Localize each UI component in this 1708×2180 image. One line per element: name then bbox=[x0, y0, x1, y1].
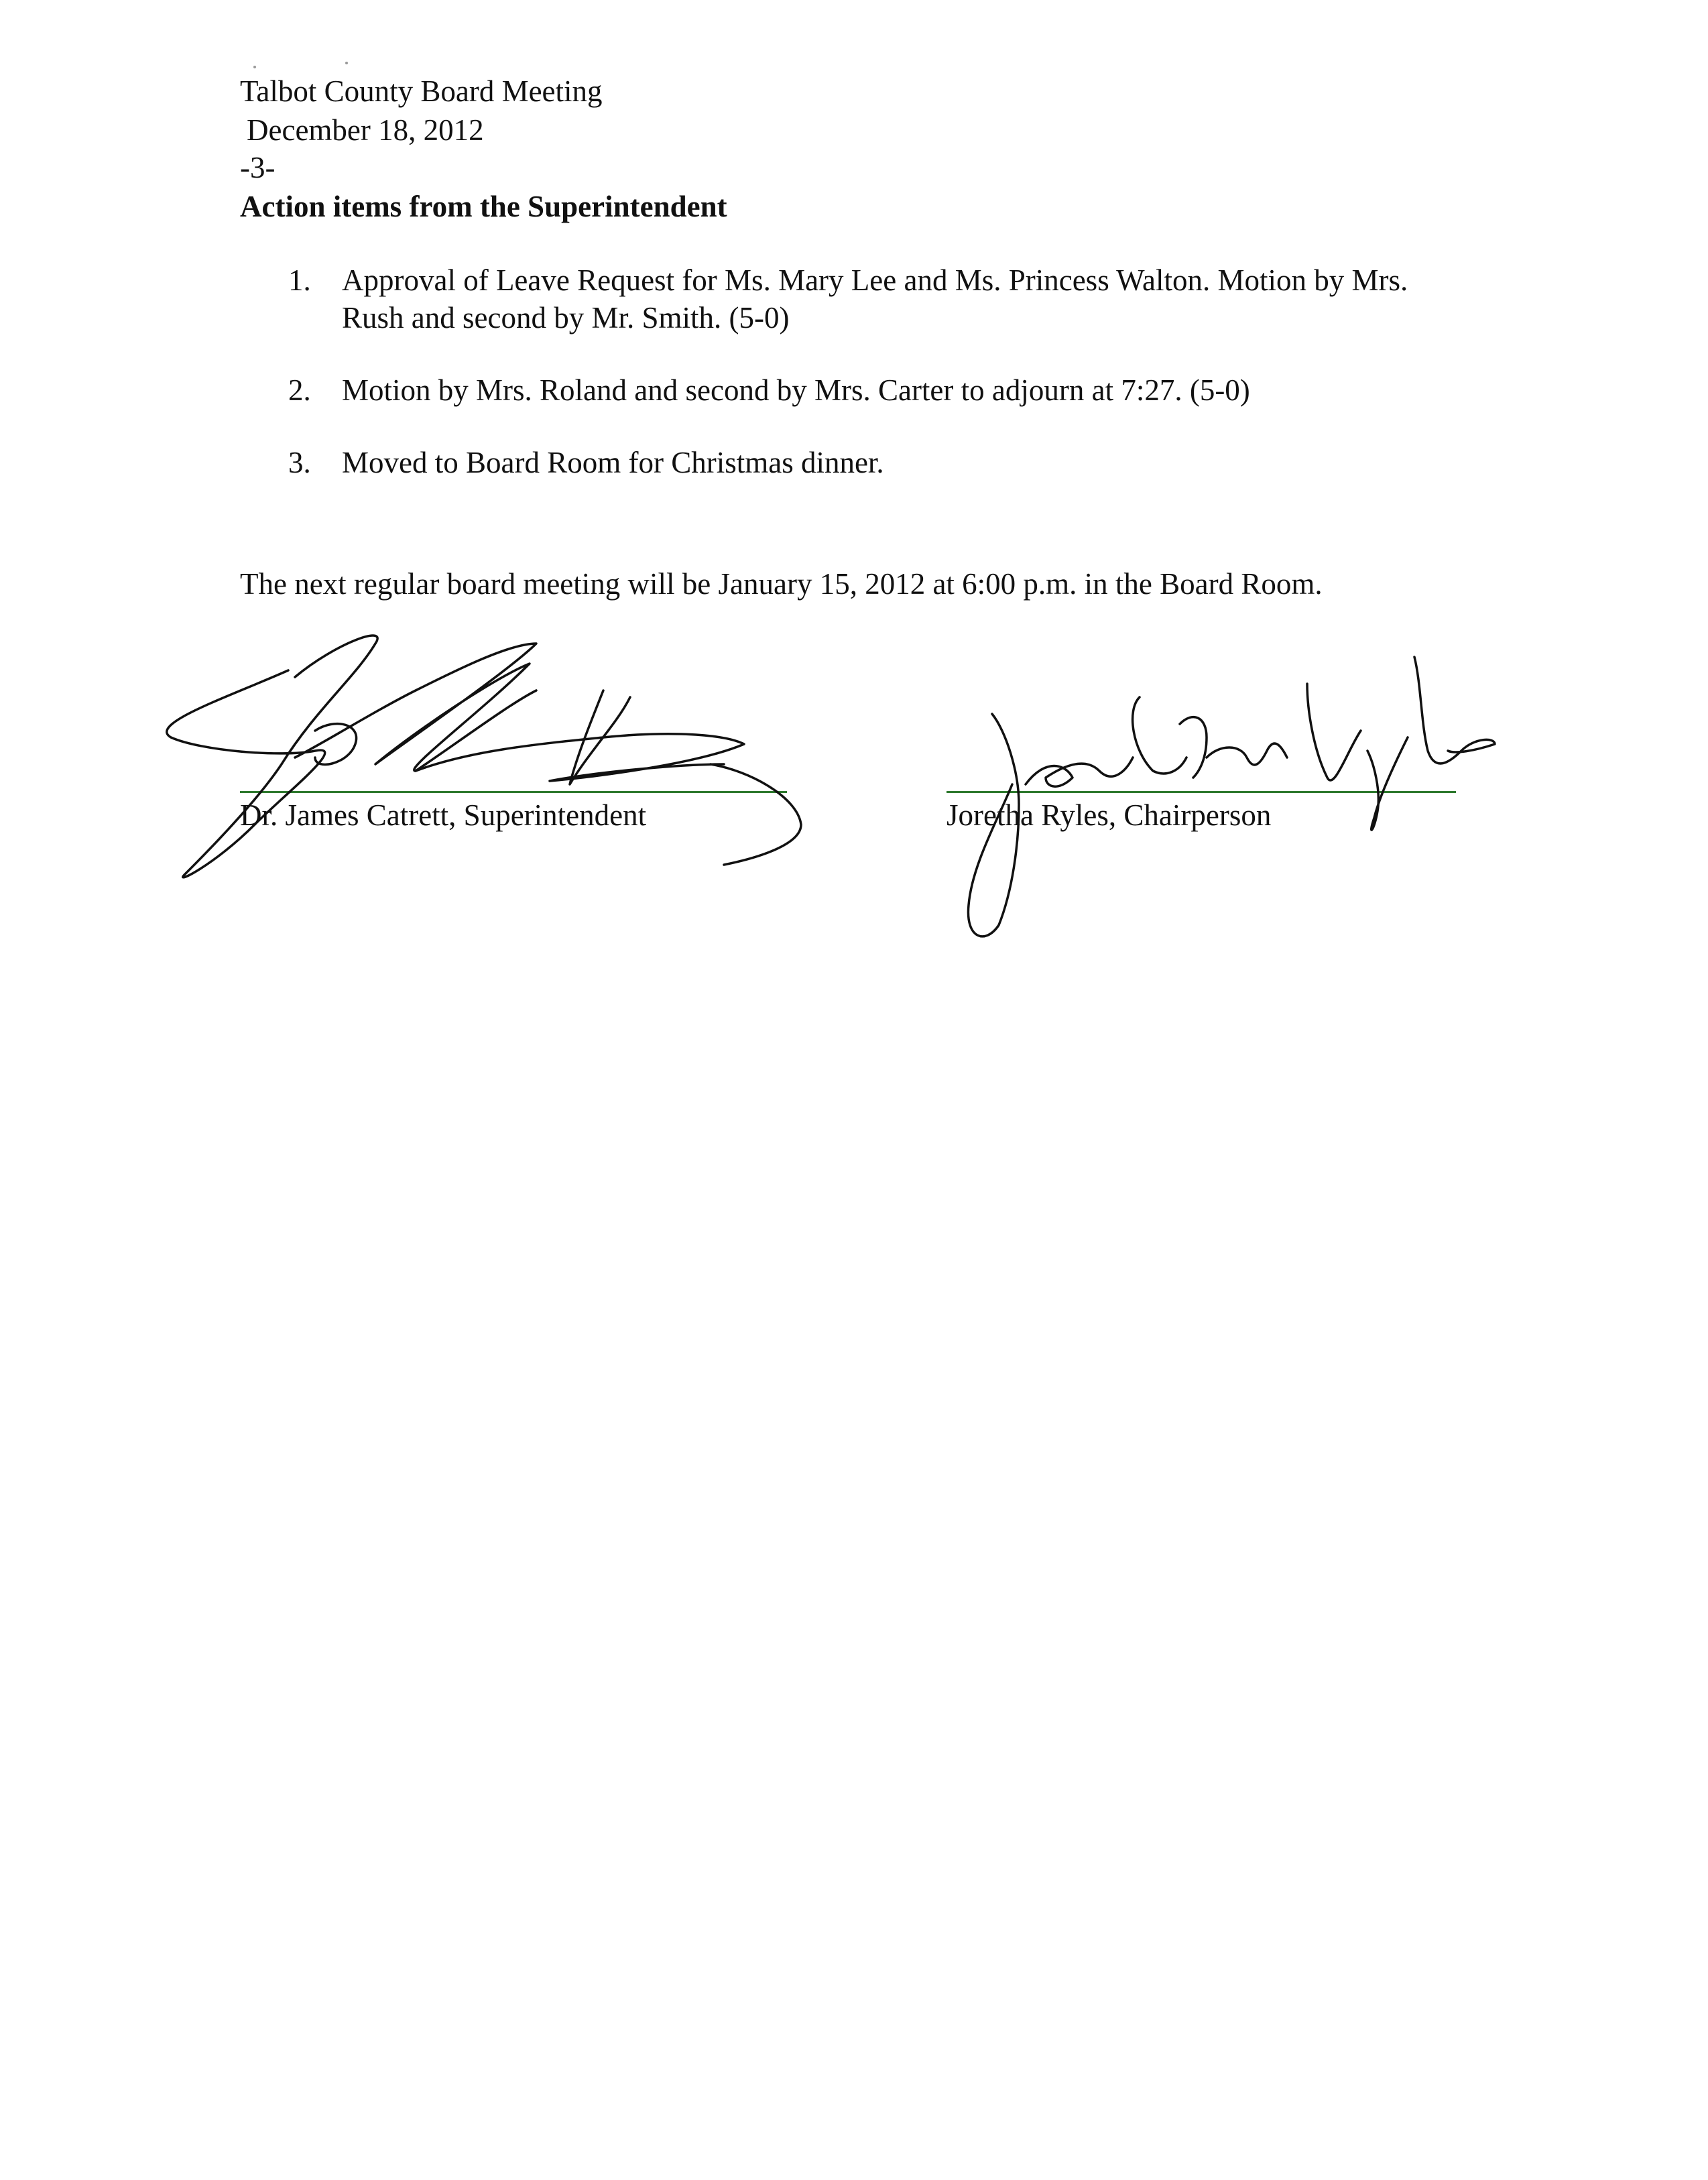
page-number: -3- bbox=[240, 151, 276, 184]
superintendent-name: Dr. James Catrett, Superintendent bbox=[240, 798, 647, 832]
meeting-title: Talbot County Board Meeting bbox=[240, 74, 603, 108]
chairperson-name: Joretha Ryles, Chairperson bbox=[947, 798, 1272, 832]
list-item-number: 1. bbox=[288, 263, 311, 297]
list-item-text: Approval of Leave Request for Ms. Mary Lee and Ms. Princess Walton. Motion by Mrs. Rush and second by Mr. Smith. (5-0) bbox=[342, 263, 1408, 335]
list-item-number: 2. bbox=[288, 373, 311, 407]
list-item-text: Motion by Mrs. Roland and second by Mrs. Carter to adjourn at 7:27. (5-0) bbox=[342, 373, 1250, 407]
meeting-date: December 18, 2012 bbox=[247, 113, 484, 147]
list-item-text: Moved to Board Room for Christmas dinner. bbox=[342, 446, 884, 479]
section-heading: Action items from the Superintendent bbox=[240, 190, 727, 223]
next-meeting-notice: The next regular board meeting will be January 15, 2012 at 6:00 p.m. in the Board Room. bbox=[240, 567, 1323, 601]
list-item-number: 3. bbox=[288, 446, 311, 479]
